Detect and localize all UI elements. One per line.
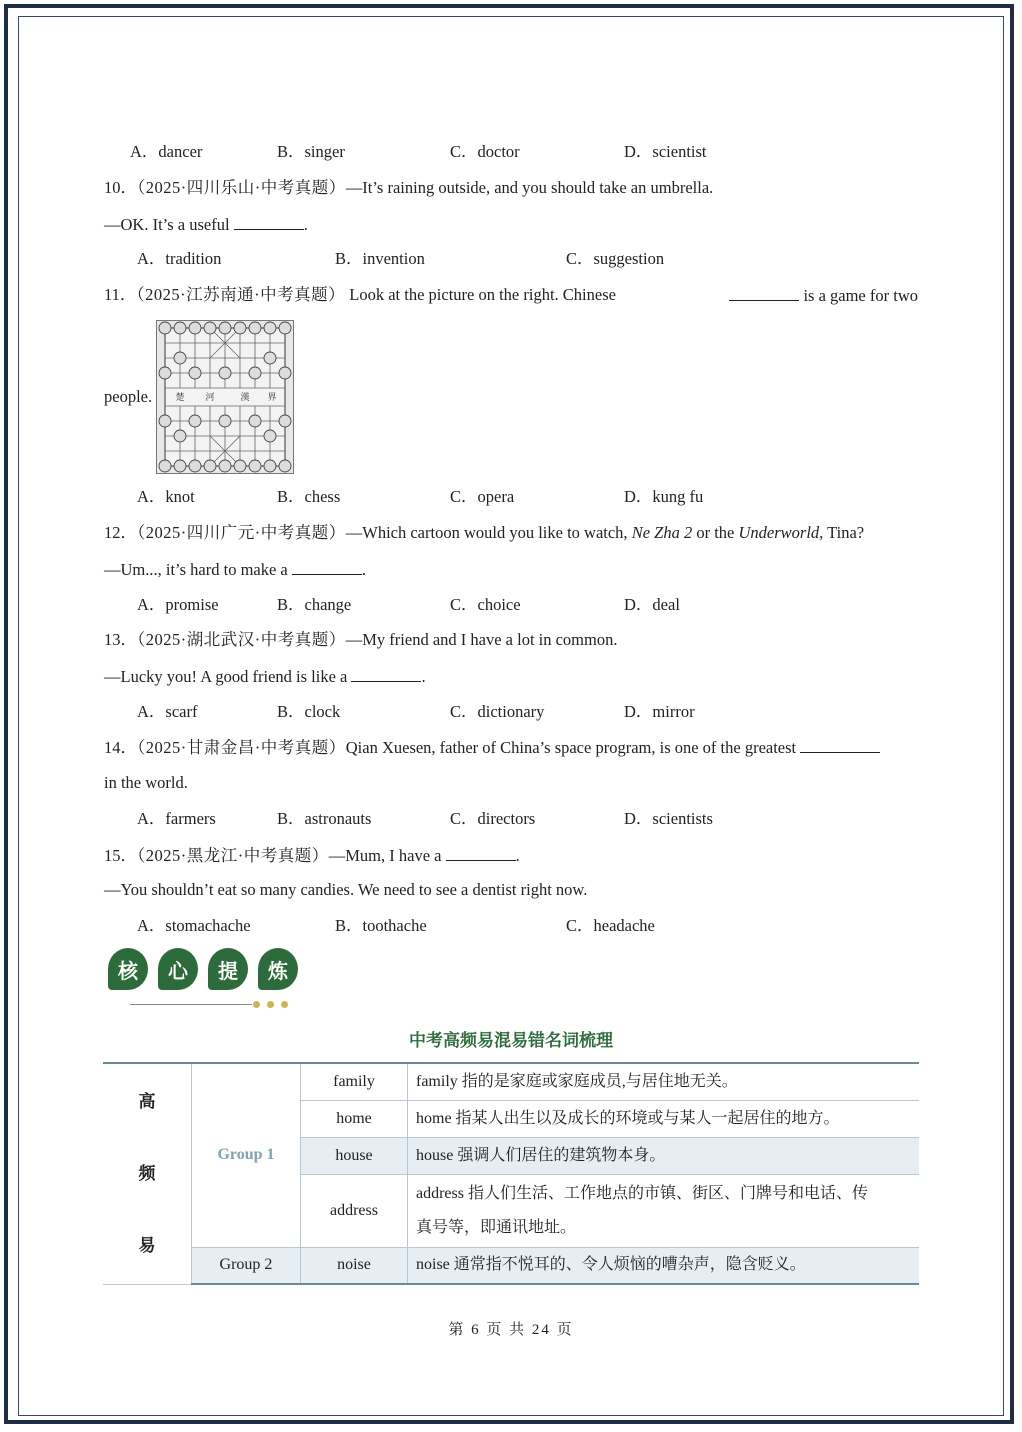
q14-line1 xyxy=(104,737,880,758)
river-label-3: 漢 xyxy=(240,393,250,403)
group-2-label: Group 2 xyxy=(192,1247,301,1284)
desc-line: address 指人们生活、工作地点的市镇、街区、门牌号和电话、传 xyxy=(416,1184,868,1202)
river-label-4: 界 xyxy=(267,393,277,403)
question-text: , Tina? xyxy=(819,523,865,542)
question-text: —Mum, I have a xyxy=(328,846,442,865)
option-a[interactable]: A．promise xyxy=(137,595,219,614)
vocab-table xyxy=(103,1062,919,1285)
category-char: 易 xyxy=(138,1235,156,1256)
word-cell: noise xyxy=(301,1247,408,1284)
option-d[interactable]: D．deal xyxy=(624,595,680,614)
option-d[interactable]: D．kung fu xyxy=(624,487,704,506)
question-number: 10． xyxy=(104,178,137,197)
option-b[interactable]: B．chess xyxy=(277,487,341,506)
punctuation: . xyxy=(303,215,308,234)
page-number-footer: 第 6 页 共 24 页 xyxy=(448,1322,574,1338)
desc-cell: home 指某人出生以及成长的环境或与某人一起居住的地方。 xyxy=(408,1100,920,1137)
word-cell: house xyxy=(301,1137,408,1174)
answer-blank[interactable] xyxy=(292,559,362,575)
q13-line1 xyxy=(104,630,617,650)
question-text: is a game for two xyxy=(803,286,918,305)
question-text: Look at the picture on the right. Chinese xyxy=(349,285,616,304)
q12-line1 xyxy=(104,523,864,543)
option-a[interactable]: A．dancer xyxy=(130,142,203,161)
question-number: 14． xyxy=(104,738,137,757)
q15-line2: —You shouldn’t eat so many candies. We need to see a dentist right now. xyxy=(104,880,588,899)
option-a[interactable]: A．farmers xyxy=(137,809,216,828)
option-b[interactable]: B．invention xyxy=(335,249,425,268)
option-b[interactable]: B．astronauts xyxy=(277,809,372,828)
option-b[interactable]: B．change xyxy=(277,595,352,614)
q14-line2: in the world. xyxy=(104,773,188,792)
q10-line2 xyxy=(104,214,308,235)
category-char: 频 xyxy=(138,1163,156,1184)
decor-dot xyxy=(281,1001,288,1008)
decor-dot xyxy=(267,1001,274,1008)
question-number: 13． xyxy=(104,630,137,649)
option-a[interactable]: A．scarf xyxy=(137,702,198,721)
option-b[interactable]: B．clock xyxy=(277,702,341,721)
section-divider xyxy=(130,1004,252,1005)
q12-line2 xyxy=(104,559,366,580)
option-c[interactable]: C．headache xyxy=(566,916,655,935)
punctuation: . xyxy=(515,846,520,865)
option-c[interactable]: C．dictionary xyxy=(450,702,545,721)
question-text: —Lucky you! A good friend is like a xyxy=(104,667,348,686)
decor-dot xyxy=(253,1001,260,1008)
question-number: 11． xyxy=(104,285,137,304)
option-d[interactable]: D．scientists xyxy=(624,809,713,828)
section-header-core-summary xyxy=(108,946,308,1016)
section-badge: 心 xyxy=(158,948,198,990)
answer-blank[interactable] xyxy=(800,737,880,753)
question-source: （2025·四川广元·中考真题） xyxy=(137,523,346,542)
desc-line: 真号等，即通讯地址。 xyxy=(416,1218,577,1236)
option-c[interactable]: C．doctor xyxy=(450,142,520,161)
cartoon-title: Ne Zha 2 xyxy=(631,523,693,542)
desc-cell: noise 通常指不悦耳的、令人烦恼的嘈杂声，隐含贬义。 xyxy=(408,1247,920,1284)
question-source: （2025·四川乐山·中考真题） xyxy=(137,178,346,197)
question-text: or the xyxy=(696,523,735,542)
option-c[interactable]: C．choice xyxy=(450,595,521,614)
cartoon-title: Underworld xyxy=(738,523,820,542)
group-1-label: Group 1 xyxy=(192,1063,301,1247)
section-badge: 炼 xyxy=(258,948,298,990)
q10-line1 xyxy=(104,178,713,198)
option-d[interactable]: D．mirror xyxy=(624,702,695,721)
desc-cell: family 指的是家庭或家庭成员,与居住地无关。 xyxy=(408,1063,920,1100)
section-badge: 提 xyxy=(208,948,248,990)
option-a[interactable]: A．knot xyxy=(137,487,195,506)
q11-line2: people. xyxy=(104,387,153,406)
section-badge: 核 xyxy=(108,948,148,990)
question-source: （2025·江苏南通·中考真题） xyxy=(136,285,346,304)
answer-blank[interactable] xyxy=(729,285,799,301)
question-source: （2025·黑龙江·中考真题） xyxy=(137,846,329,865)
question-source: （2025·甘肃金昌·中考真题） xyxy=(137,738,346,757)
river-label-1: 楚 xyxy=(175,393,185,403)
answer-blank[interactable] xyxy=(351,666,421,682)
q15-line1 xyxy=(104,845,520,866)
table-row xyxy=(103,1063,919,1100)
option-d[interactable]: D．scientist xyxy=(624,142,707,161)
option-c[interactable]: C．suggestion xyxy=(566,249,665,268)
question-text: —It’s raining outside, and you should take an umbrella. xyxy=(345,178,714,197)
punctuation: . xyxy=(421,667,426,686)
punctuation: . xyxy=(361,560,367,579)
river-label-2: 河 xyxy=(205,393,215,403)
q13-line2 xyxy=(104,666,426,687)
question-text: —Um..., it’s hard to make a xyxy=(104,560,288,579)
category-cell xyxy=(103,1063,192,1284)
question-number: 15． xyxy=(104,846,137,865)
q11-line1 xyxy=(104,285,918,306)
word-cell: family xyxy=(301,1063,408,1100)
category-char: 高 xyxy=(138,1091,156,1112)
option-c[interactable]: C．opera xyxy=(450,487,515,506)
word-cell: home xyxy=(301,1100,408,1137)
answer-blank[interactable] xyxy=(234,214,304,230)
question-source: （2025·湖北武汉·中考真题） xyxy=(137,630,346,649)
option-b[interactable]: B．singer xyxy=(277,142,345,161)
option-c[interactable]: C．directors xyxy=(450,809,536,828)
desc-cell: house 强调人们居住的建筑物本身。 xyxy=(408,1137,920,1174)
question-text: —My friend and I have a lot in common. xyxy=(345,630,618,649)
question-text: —OK. It’s a useful xyxy=(104,215,230,234)
answer-blank[interactable] xyxy=(446,845,516,861)
question-text: Qian Xuesen, father of China’s space program, is one of the greatest xyxy=(345,738,797,757)
option-b[interactable]: B．toothache xyxy=(335,916,427,935)
table-row xyxy=(103,1247,919,1284)
table-title: 中考高频易混易错名词梳理 xyxy=(409,1031,613,1051)
desc-cell xyxy=(408,1174,920,1247)
option-a[interactable]: A．tradition xyxy=(137,249,222,268)
word-cell: address xyxy=(301,1174,408,1247)
question-number: 12． xyxy=(104,523,137,542)
option-a[interactable]: A．stomachache xyxy=(137,916,251,935)
chinese-chess-board-image xyxy=(156,320,294,474)
question-text: —Which cartoon would you like to watch, xyxy=(345,523,628,542)
